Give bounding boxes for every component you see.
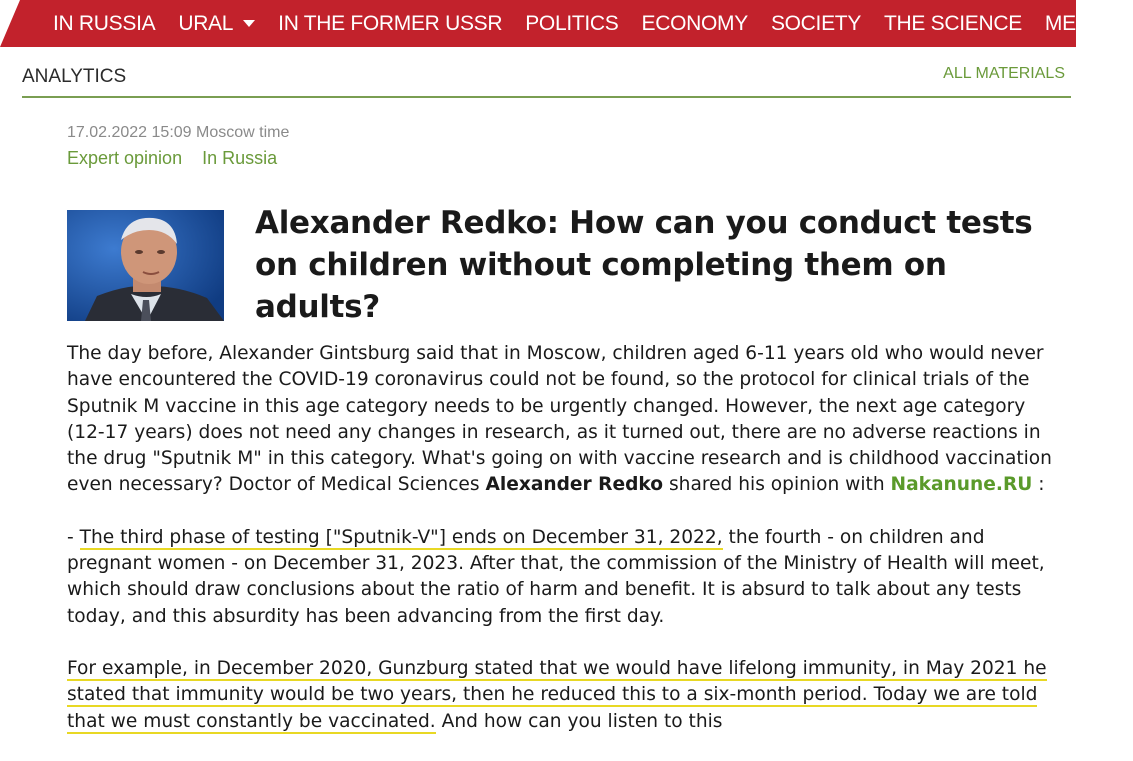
nav-item-label: IN RUSSIA — [53, 11, 156, 35]
highlighted-quote: The third phase of testing ["Sputnik-V"] ends on December 31, 2022, — [79, 526, 723, 548]
article-body — [67, 341, 1057, 761]
nav-item-label: SOCIETY — [770, 11, 862, 35]
nav-item-media[interactable] — [1045, 12, 1110, 36]
tag-link-expert-opinion[interactable]: Expert opinion — [67, 148, 183, 168]
nav-item-label: URAL — [178, 11, 234, 35]
article-paragraph — [67, 656, 1057, 735]
paragraph-text: the fourth - on children and pregnant women - on December 31, 2023. After that, the commission of the Ministry of Health will meet, which should draw conclusions about the ratio of harm and benefit. It is absurd to talk about any tests today, and this absurdity has been advancing from the first day. — [67, 526, 1045, 627]
main-nav — [40, 0, 1133, 47]
intro-text: The day before, Alexander Gintsburg said that in Moscow, children aged 6-11 years old who would never have encountered the COVID-19 coronavirus could not be found, so the protocol for clinical trials of the Sputnik M vaccine in this age category needs to be urgently changed. However, the next age category (12-17 years) does not need any changes in research, as it turned out, there are no adverse reactions in the drug "Sputnik M" in this category. What's going on with vaccine research and is childhood vaccination even necessary? Doctor of Medical Sciences — [67, 343, 1052, 496]
nav-item-label: POLITICS — [525, 11, 619, 35]
section-header — [22, 62, 1071, 98]
nav-item-economy[interactable] — [642, 12, 748, 36]
nav-item-label: THE SCIENCE — [884, 11, 1022, 35]
author-photo — [67, 210, 224, 321]
nav-item-society[interactable] — [771, 12, 861, 36]
nav-item-former-ussr[interactable] — [278, 12, 502, 36]
tag-link-in-russia[interactable]: In Russia — [202, 148, 278, 168]
article-paragraph — [67, 525, 1057, 630]
nav-item-in-russia[interactable] — [53, 12, 155, 36]
highlighted-quote: For example, in December 2020, Gunzburg stated that we would have lifelong immunity, in May 2021 he stated that immunity would be two years, then he reduced this to a six-month period. Today we are told that we must constantly be vaccinated. — [67, 657, 1047, 732]
nav-item-ural[interactable] — [178, 12, 255, 36]
section-title: ANALYTICS — [22, 66, 127, 87]
intro-tail: shared his opinion with — [668, 474, 885, 496]
intro-end: : — [1038, 474, 1045, 496]
all-materials-link[interactable]: ALL MATERIALS — [943, 65, 1065, 82]
article-headline: Alexander Redko: How can you conduct tests on children without completing them on adults? — [255, 205, 1033, 325]
nav-item-science[interactable] — [884, 12, 1022, 36]
caret-down-icon — [243, 20, 255, 27]
expert-name: Alexander Redko — [485, 474, 664, 496]
source-link[interactable]: Nakanune.RU — [890, 474, 1033, 496]
nav-item-label: IN THE FORMER USSR — [278, 11, 503, 35]
paragraph-text: And how can you listen to this — [441, 710, 723, 732]
dash-text: - — [67, 526, 74, 548]
nav-item-politics[interactable] — [525, 12, 618, 36]
nav-item-label: MEDIA — [1044, 11, 1110, 35]
article-tags — [67, 148, 297, 169]
article-datetime: 17.02.2022 15:09 Moscow time — [67, 124, 290, 141]
nav-item-label: ECONOMY — [641, 11, 748, 35]
article-intro — [67, 341, 1057, 499]
